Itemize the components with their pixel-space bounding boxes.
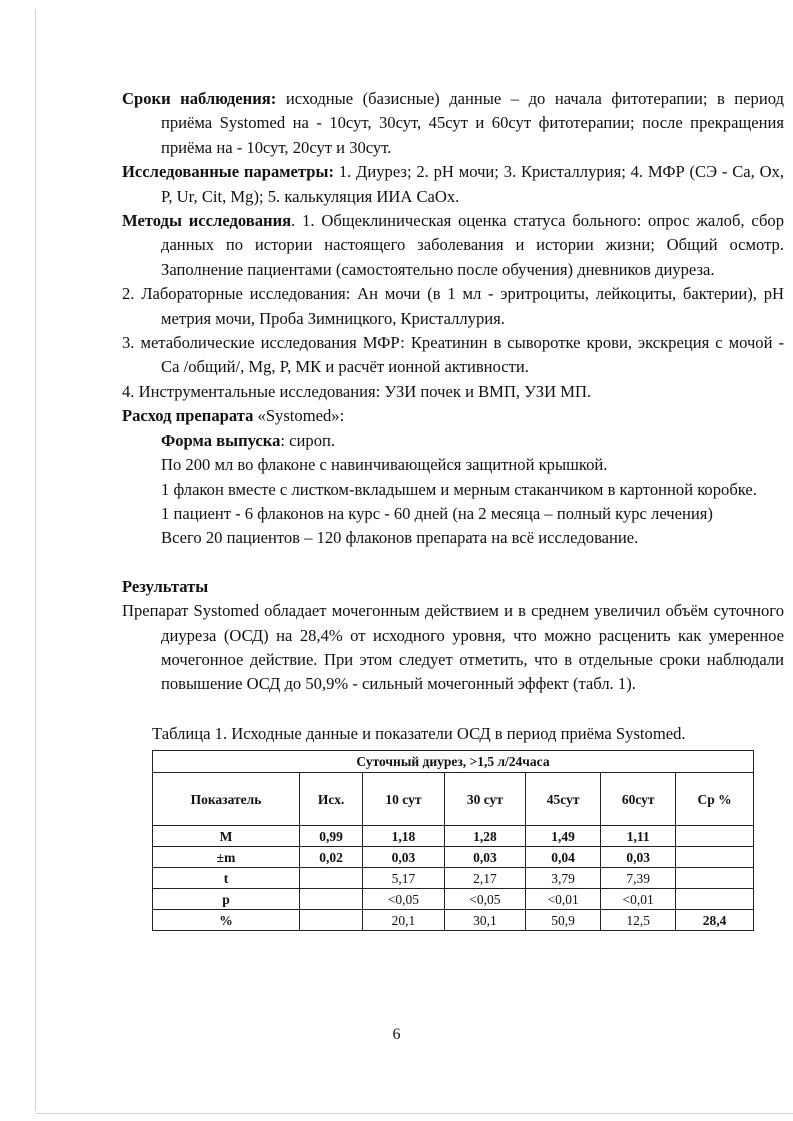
release-form: Форма выпуска: сироп. bbox=[161, 430, 336, 450]
bottle-volume: По 200 мл во флаконе с навинчивающейся защитной крышкой. bbox=[161, 455, 608, 475]
table-row bbox=[153, 910, 754, 931]
table-cell bbox=[299, 889, 362, 910]
table-header-cell: Показатель bbox=[153, 773, 300, 826]
results-text: Препарат Systomed обладает мочегонным действием и в среднем увеличил объём суточного диуреза (ОСД) на 28,4% от исходного уровня, что можно расценить как умеренное мочегонное действие. При этом следует отметить, что в отдельные сроки наблюдали повышение ОСД до 50,9% - сильный мочегонный эффект (табл. 1). bbox=[122, 601, 784, 694]
table-cell: <0,05 bbox=[444, 889, 525, 910]
table-caption: Таблица 1. Исходные данные и показатели ОСД в период приёма Systomed. bbox=[152, 723, 686, 743]
table-cell: 0,02 bbox=[299, 847, 362, 868]
table-row bbox=[153, 868, 754, 889]
table-cell: 1,11 bbox=[601, 826, 676, 847]
table-title: Суточный диурез, >1,5 л/24часа bbox=[153, 751, 754, 773]
table-cell: 0,03 bbox=[363, 847, 444, 868]
table-cell: 2,17 bbox=[444, 868, 525, 889]
table-cell: <0,01 bbox=[601, 889, 676, 910]
page-number: 6 bbox=[392, 1026, 401, 1043]
table-cell: ±m bbox=[153, 847, 300, 868]
table-cell: 1,49 bbox=[526, 826, 601, 847]
table-header-cell: Исх. bbox=[299, 773, 362, 826]
research-methods: Методы исследования. 1. Общеклиническая оценка статуса больного: опрос жалоб, сбор данных по истории настоящего заболевания и истории жизни; Общий осмотр. Заполнение пациентами (самостоятельно после обучения) дневников диуреза. bbox=[122, 211, 784, 279]
table-header-cell: 60сут bbox=[601, 773, 676, 826]
content bbox=[122, 87, 784, 931]
table-cell: 0,04 bbox=[526, 847, 601, 868]
observation-periods: Сроки наблюдения: исходные (базисные) данные – до начала фитотерапии; в период приёма Systomed на - 10сут, 30сут, 45сут и 60сут фитотерапии; после прекращения приёма на - 10сут, 20сут и 30сут. bbox=[122, 89, 784, 157]
table-row bbox=[153, 826, 754, 847]
table-cell: 20,1 bbox=[363, 910, 444, 931]
table-row bbox=[153, 847, 754, 868]
table-header-cell: 30 сут bbox=[444, 773, 525, 826]
table-cell bbox=[676, 889, 754, 910]
table-cell: 1,18 bbox=[363, 826, 444, 847]
table-header-cell: 45сут bbox=[526, 773, 601, 826]
studied-parameters: Исследованные параметры: 1. Диурез; 2. рН мочи; 3. Кристаллурия; 4. МФР (СЭ - Ca, Ox, P, Ur, Cit, Mg); 5. калькуляция ИИА CaOx. bbox=[122, 162, 785, 206]
table-header-cell: Ср % bbox=[676, 773, 754, 826]
table-cell: t bbox=[153, 868, 300, 889]
table-cell: <0,01 bbox=[526, 889, 601, 910]
table-cell: 12,5 bbox=[601, 910, 676, 931]
table-cell: 0,03 bbox=[444, 847, 525, 868]
table-cell: M bbox=[153, 826, 300, 847]
total-patients: Всего 20 пациентов – 120 флаконов препарата на всё исследование. bbox=[161, 528, 639, 548]
table-cell: 50,9 bbox=[526, 910, 601, 931]
table-cell bbox=[299, 868, 362, 889]
table-cell: 30,1 bbox=[444, 910, 525, 931]
table-cell bbox=[676, 868, 754, 889]
diuresis-table bbox=[152, 750, 754, 931]
table-cell: 3,79 bbox=[526, 868, 601, 889]
table-cell: p bbox=[153, 889, 300, 910]
table-row bbox=[153, 889, 754, 910]
table-header-cell: 10 сут bbox=[363, 773, 444, 826]
metabolic-studies: 3. метаболические исследования МФР: Креатинин в сыворотке крови, экскреция с мочой - Са /общий/, Mg, P, МК и расчёт ионной активности. bbox=[122, 333, 784, 377]
table-cell: % bbox=[153, 910, 300, 931]
scan-edge-line bbox=[35, 10, 36, 1110]
packaging: 1 флакон вместе с листком-вкладышем и мерным стаканчиком в картонной коробке. bbox=[161, 479, 757, 499]
lab-studies: 2. Лабораторные исследования: Ан мочи (в 1 мл - эритроциты, лейкоциты, бактерии), рН метрия мочи, Проба Зимницкого, Кристаллурия. bbox=[122, 284, 784, 328]
drug-consumption: Расход препарата «Systomed»: bbox=[122, 406, 345, 426]
instrumental-studies: 4. Инструментальные исследования: УЗИ почек и ВМП, УЗИ МП. bbox=[122, 381, 592, 401]
table-cell bbox=[676, 847, 754, 868]
table-cell: 5,17 bbox=[363, 868, 444, 889]
per-patient: 1 пациент - 6 флаконов на курс - 60 дней (на 2 месяца – полный курс лечения) bbox=[161, 503, 713, 523]
table-cell: 7,39 bbox=[601, 868, 676, 889]
table-cell bbox=[676, 826, 754, 847]
table-cell: <0,05 bbox=[363, 889, 444, 910]
table-header-row bbox=[153, 773, 754, 826]
table-cell: 0,03 bbox=[601, 847, 676, 868]
scan-bottom-line bbox=[35, 1113, 793, 1114]
table-cell: 0,99 bbox=[299, 826, 362, 847]
table-cell: 1,28 bbox=[444, 826, 525, 847]
table-cell bbox=[299, 910, 362, 931]
results-heading: Результаты bbox=[122, 576, 209, 596]
table-cell: 28,4 bbox=[676, 910, 754, 931]
